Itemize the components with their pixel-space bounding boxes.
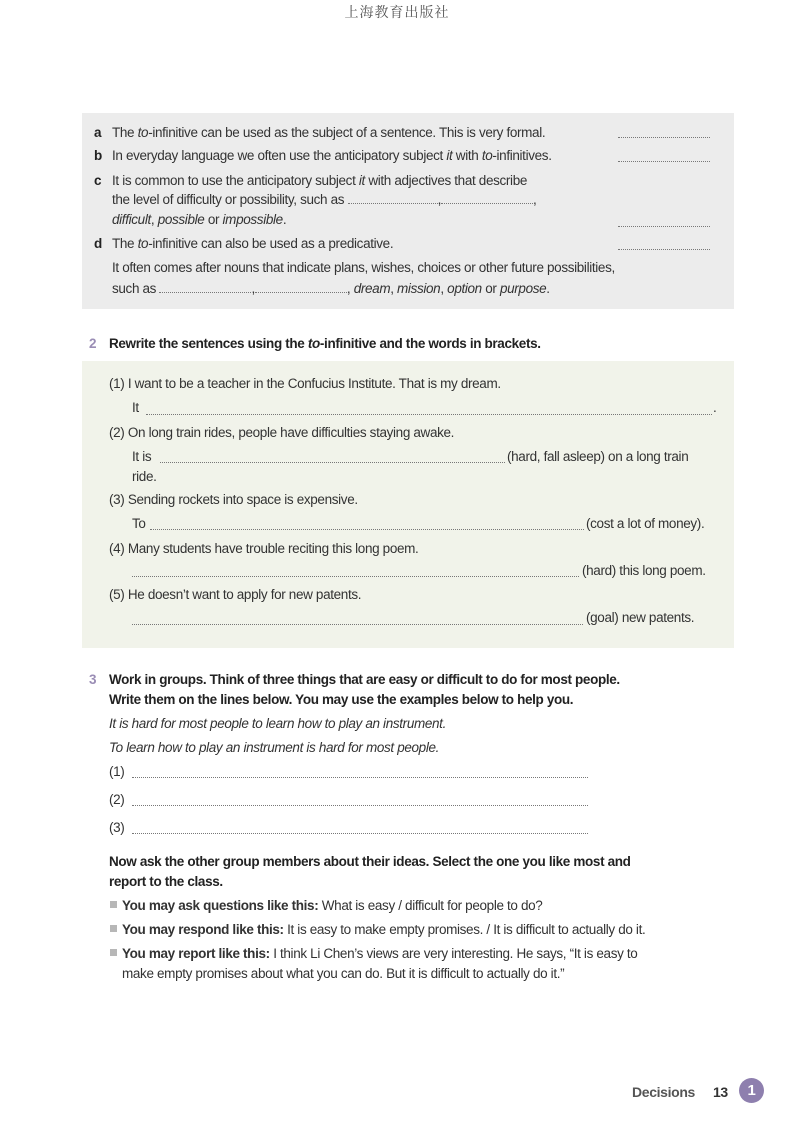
item-2-end: (hard, fall asleep) on a long train: [507, 449, 689, 464]
bullet-respond: You may respond like this: It is easy to make empty promises. / It is difficult to actually do it.: [122, 922, 646, 937]
exercise-2-item-1: (1) I want to be a teacher in the Confucius Institute. That is my dream.: [109, 376, 501, 391]
rule-a-text: The to-infinitive can be used as the subject of a sentence. This is very formal.: [112, 125, 546, 140]
bullet-square-icon: [110, 949, 117, 956]
exercise-2-instruction: Rewrite the sentences using the to-infinitive and the words in brackets.: [109, 336, 541, 351]
exercise-3-instruction-line1: Work in groups. Think of three things that are easy or difficult to do for most people.: [109, 672, 620, 687]
rule-a-label: a: [94, 125, 102, 140]
rule-b-text: In everyday language we often use the anticipatory subject it with to-infinitives.: [112, 148, 552, 163]
exercise-2-number: 2: [89, 336, 97, 351]
discussion-instruction-line1: Now ask the other group members about their ideas. Select the one you like most and: [109, 854, 631, 869]
page-number: 13: [713, 1084, 728, 1100]
rule-d-label: d: [94, 236, 102, 251]
rule-c-blank-2[interactable]: [441, 191, 533, 204]
item-1-start: It: [132, 400, 139, 415]
rule-c-line2: the level of difficulty or possibility, such as , ,: [112, 192, 537, 207]
item-4-answer-line[interactable]: [132, 576, 579, 577]
item-3-answer-line[interactable]: [150, 529, 584, 530]
unit-number-badge: 1: [739, 1078, 764, 1103]
example-sentence-2: To learn how to play an instrument is hard for most people.: [109, 740, 440, 755]
ideas-line-3-label: (3): [109, 820, 125, 835]
ideas-line-3[interactable]: [132, 833, 588, 834]
ideas-line-1[interactable]: [132, 777, 588, 778]
item-1-answer-line[interactable]: [146, 414, 712, 415]
exercise-2-item-5: (5) He doesn’t want to apply for new patents.: [109, 587, 362, 602]
rule-d-line1: The to-infinitive can also be used as a predicative.: [112, 236, 394, 251]
rule-b-label: b: [94, 148, 102, 163]
ideas-line-2-label: (2): [109, 792, 125, 807]
rule-d-blank-1[interactable]: [159, 280, 251, 293]
item-3-start: To: [132, 516, 146, 531]
bullet-report-continuation: make empty promises about what you can do. But it is difficult to actually do it.”: [122, 966, 565, 981]
rule-c-answer-blank[interactable]: [618, 226, 710, 227]
rule-d-blank-2[interactable]: [255, 280, 347, 293]
item-2-start: It is: [132, 449, 152, 464]
item-5-end: (goal) new patents.: [586, 610, 695, 625]
rule-d-line3: such as , , dream, mission, option or purpose.: [112, 281, 550, 296]
bullet-report: You may report like this: I think Li Chen’s views are very interesting. He says, “It is easy to: [122, 946, 638, 961]
item-2-answer-line[interactable]: [160, 462, 505, 463]
exercise-2-item-2: (2) On long train rides, people have difficulties staying awake.: [109, 425, 455, 440]
exercise-2-item-3: (3) Sending rockets into space is expensive.: [109, 492, 358, 507]
footer-section-title: Decisions: [632, 1084, 695, 1100]
rule-d-answer-blank[interactable]: [618, 249, 710, 250]
rule-c-blank-1[interactable]: [348, 191, 438, 204]
bullet-square-icon: [110, 901, 117, 908]
ideas-line-1-label: (1): [109, 764, 125, 779]
bullet-square-icon: [110, 925, 117, 932]
publisher-watermark: 上海教育出版社: [344, 5, 450, 21]
exercise-3-number: 3: [89, 672, 97, 687]
bullet-ask: You may ask questions like this: What is easy / difficult for people to do?: [122, 898, 543, 913]
rule-a-answer-blank[interactable]: [618, 137, 710, 138]
rule-c-line1: It is common to use the anticipatory subject it with adjectives that describe: [112, 173, 528, 188]
item-2-continuation: ride.: [132, 469, 157, 484]
rule-d-line2: It often comes after nouns that indicate plans, wishes, choices or other future possibilities,: [112, 260, 615, 275]
item-4-end: (hard) this long poem.: [582, 563, 706, 578]
rule-c-line3: difficult, possible or impossible.: [112, 212, 287, 227]
rule-c-label: c: [94, 173, 102, 188]
exercise-2-item-4: (4) Many students have trouble reciting this long poem.: [109, 541, 419, 556]
item-5-answer-line[interactable]: [132, 624, 583, 625]
example-sentence-1: It is hard for most people to learn how to play an instrument.: [109, 716, 446, 731]
rule-b-answer-blank[interactable]: [618, 161, 710, 162]
exercise-3-instruction-line2: Write them on the lines below. You may use the examples below to help you.: [109, 692, 574, 707]
item-3-end: (cost a lot of money).: [586, 516, 705, 531]
discussion-instruction-line2: report to the class.: [109, 874, 223, 889]
ideas-line-2[interactable]: [132, 805, 588, 806]
item-1-end: .: [713, 400, 717, 415]
